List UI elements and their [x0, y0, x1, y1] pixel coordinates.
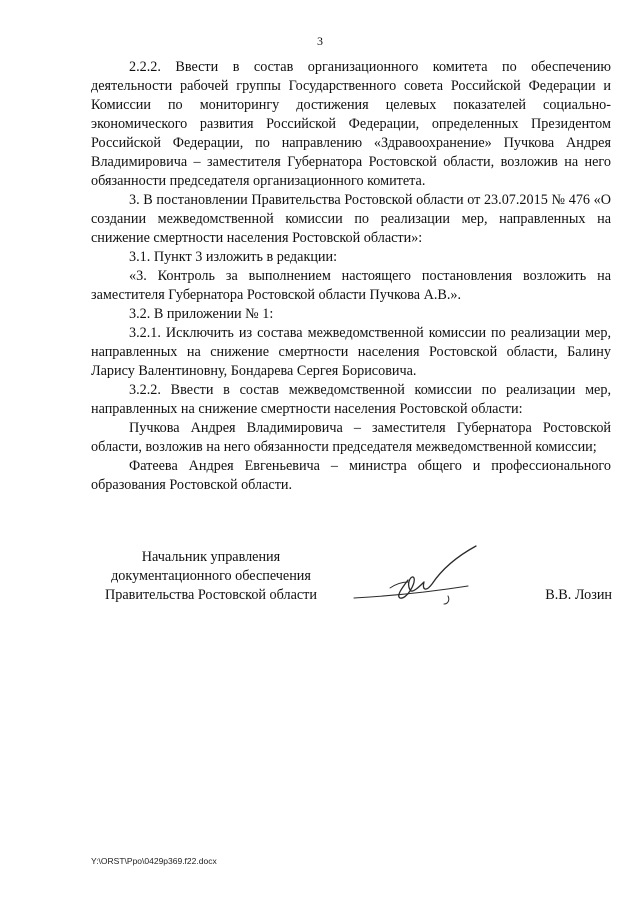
paragraph-3-1-quote: «3. Контроль за выполнением настоящего постановления возложить на заместителя Губернатора Ростовской области Пучкова А.В.». — [91, 268, 611, 303]
paragraph-3-1: 3.1. Пункт 3 изложить в редакции: — [129, 249, 338, 265]
paragraph-3: 3. В постановлении Правительства Ростовской области от 23.07.2015 № 476 «О создании межведомственной комиссии по реализации мер, направленных на снижение смертности населения Ростовской области»: — [91, 192, 611, 246]
signatory-title-line: Правительства Ростовской области — [105, 587, 317, 603]
paragraph-member-fateev: Фатеева Андрея Евгеньевича – министра общего и профессионального образования Ростовской области. — [91, 458, 611, 493]
signatory-name: В.В. Лозин — [545, 587, 612, 603]
paragraph-3-2: 3.2. В приложении № 1: — [129, 306, 274, 322]
handwritten-signature — [350, 540, 490, 610]
file-path-footer: Y:\ORST\Ppo\0429p369.f22.docx — [91, 856, 217, 866]
page-number: 3 — [317, 34, 323, 48]
document-body — [91, 58, 611, 495]
paragraph-member-puchkov: Пучкова Андрея Владимировича – заместителя Губернатора Ростовской области, возложив на него обязанности председателя межведомственной комиссии; — [91, 420, 611, 455]
paragraph-3-2-2: 3.2.2. Ввести в состав межведомственной комиссии по реализации мер, направленных на снижение смертности населения Ростовской области: — [91, 382, 611, 417]
signatory-title — [91, 548, 331, 605]
signatory-title-line: Начальник управления — [141, 549, 281, 565]
signatory-title-line: документационного обеспечения — [111, 568, 311, 584]
paragraph-3-2-1: 3.2.1. Исключить из состава межведомственной комиссии по реализации мер, направленных на снижение смертности населения Ростовской области, Балину Ларису Валентиновну, Бондарева Сергея Борисовича. — [91, 325, 611, 379]
paragraph-2-2-2: 2.2.2. Ввести в состав организационного комитета по обеспечению деятельности рабочей группы Государственного совета Российской Федерации и Комиссии по мониторингу достижения целевых показателей социально-экономического развития Российской Федерации, определенных Президентом Российской Федерации, по направлению «Здравоохранение» Пучкова Андрея Владимировича – заместителя Губернатора Ростовской области, возложив на него обязанности председателя организационного комитета. — [91, 59, 611, 189]
